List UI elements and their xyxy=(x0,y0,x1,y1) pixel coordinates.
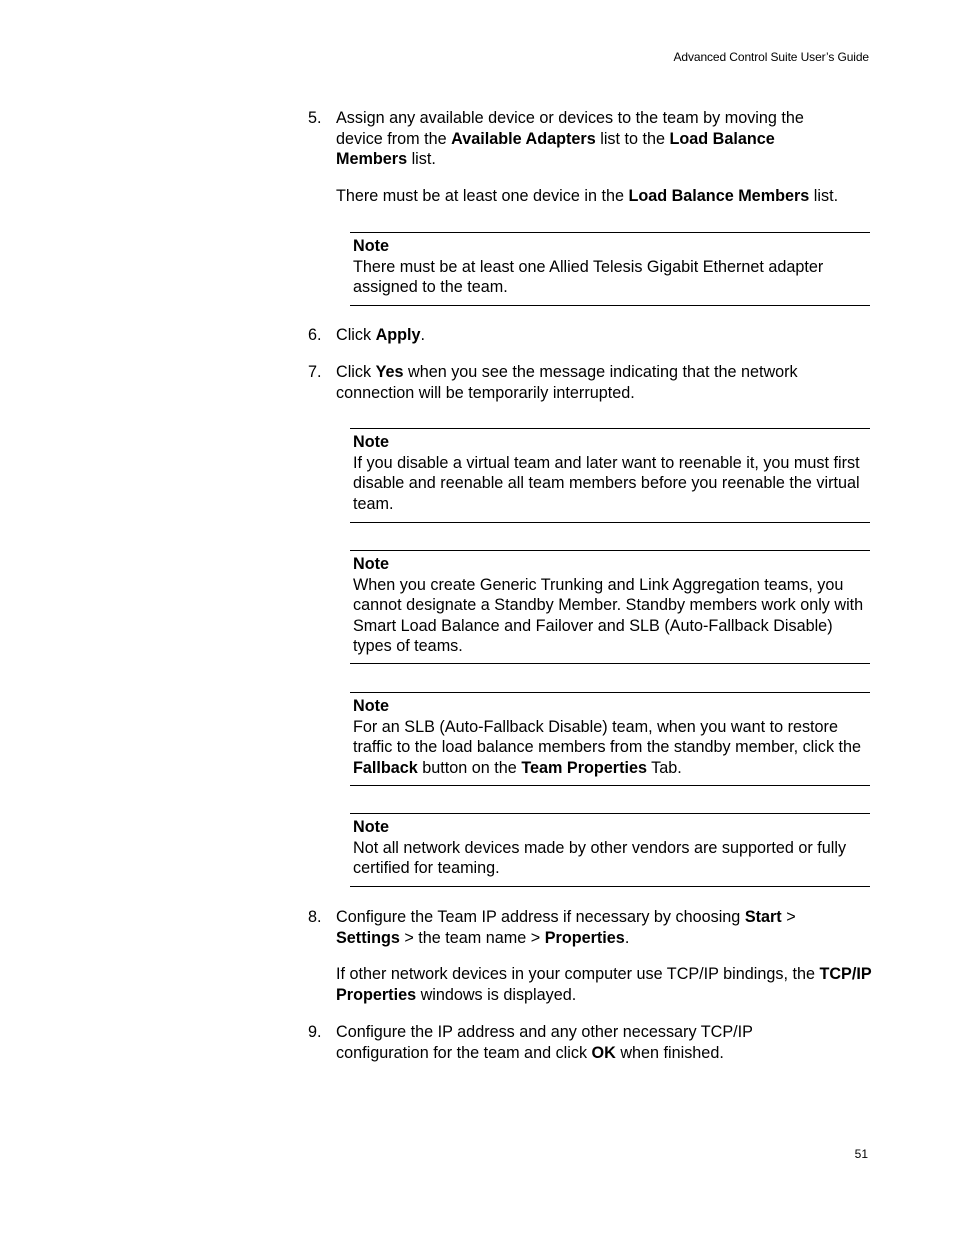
text-run: If other network devices in your computer use TCP/IP bindings, the xyxy=(336,965,820,983)
text-run: There must be at least one device in the xyxy=(336,187,629,205)
ui-term: Start xyxy=(744,908,782,926)
step-8 xyxy=(308,907,848,948)
text-run: For an SLB (Auto-Fallback Disable) team, when you want to restore traffic to the load balance members from the standby member, click the xyxy=(353,717,862,756)
text-run: > xyxy=(781,908,796,926)
note-title: Note xyxy=(353,433,389,451)
step-6 xyxy=(308,325,848,346)
page-number: 51 xyxy=(854,1147,868,1161)
note-text: There must be at least one Allied Telesis Gigabit Ethernet adapter assigned to the team. xyxy=(353,257,824,296)
step-text xyxy=(336,362,848,403)
note-box xyxy=(350,550,870,664)
step-text xyxy=(336,907,848,948)
text-run: list to the xyxy=(595,129,670,148)
ui-term: Load Balance Members xyxy=(628,187,810,205)
step-5-detail xyxy=(336,186,876,207)
ui-term: Properties xyxy=(544,928,625,947)
text-run: > the team name > xyxy=(399,928,545,947)
text-run: Assign any available device or devices to the team by moving the device from the xyxy=(336,109,804,148)
step-number: 9. xyxy=(308,1023,322,1041)
text-run: Configure the Team IP address if necessary by choosing xyxy=(336,908,745,926)
ui-term: Available Adapters xyxy=(451,129,596,148)
text-run: . xyxy=(420,326,426,344)
text-run: Click xyxy=(336,326,376,344)
step-9 xyxy=(308,1022,848,1063)
text-run: . xyxy=(624,928,630,947)
note-box xyxy=(350,428,870,523)
running-header: Advanced Control Suite User’s Guide xyxy=(673,50,869,64)
step-8-detail xyxy=(336,964,876,1005)
step-number: 6. xyxy=(308,326,322,344)
text-run: windows is displayed. xyxy=(416,985,577,1004)
note-title: Note xyxy=(353,818,389,836)
ui-term: OK xyxy=(591,1043,616,1062)
step-number: 5. xyxy=(308,109,322,127)
step-text xyxy=(336,108,848,170)
note-title: Note xyxy=(353,237,389,255)
text-run: list. xyxy=(809,187,839,205)
ui-term: Fallback xyxy=(353,758,418,777)
note-title: Note xyxy=(353,697,389,715)
text-run: Configure the IP address and any other necessary TCP/IP configuration for the team and click xyxy=(336,1023,753,1062)
text-run: when you see the message indicating that the network connection will be temporarily interrupted. xyxy=(336,363,798,402)
text-run: Click xyxy=(336,363,376,381)
step-5 xyxy=(308,108,848,170)
ui-term: Yes xyxy=(375,363,404,381)
note-text xyxy=(353,717,870,779)
step-text xyxy=(336,1022,848,1063)
step-number: 7. xyxy=(308,363,322,381)
ui-term: Settings xyxy=(336,928,400,947)
ui-term: Apply xyxy=(375,326,421,344)
text-run: Tab. xyxy=(646,758,682,777)
text-run: list. xyxy=(407,150,436,168)
note-box xyxy=(350,813,870,887)
ui-term: Team Properties xyxy=(521,758,647,777)
text-run: when finished. xyxy=(615,1043,724,1062)
text-run: button on the xyxy=(417,758,522,777)
step-text xyxy=(336,325,848,346)
note-box xyxy=(350,692,870,786)
step-7 xyxy=(308,362,848,403)
note-text: When you create Generic Trunking and Link Aggregation teams, you cannot designate a Standby Member. Standby members work only with Smart Load Balance and Failover and SLB (Auto-Fallback Disable) types of teams. xyxy=(353,575,864,655)
step-number: 8. xyxy=(308,908,322,926)
ui-term: Load Balance Members xyxy=(336,129,775,168)
note-box xyxy=(350,232,870,306)
ui-term: TCP/IP Properties xyxy=(336,965,872,1004)
note-title: Note xyxy=(353,555,389,573)
note-text: Not all network devices made by other vendors are supported or fully certified for teaming. xyxy=(353,838,847,877)
note-text: If you disable a virtual team and later want to reenable it, you must first disable and reenable all team members before you reenable the virtual team. xyxy=(353,453,860,513)
